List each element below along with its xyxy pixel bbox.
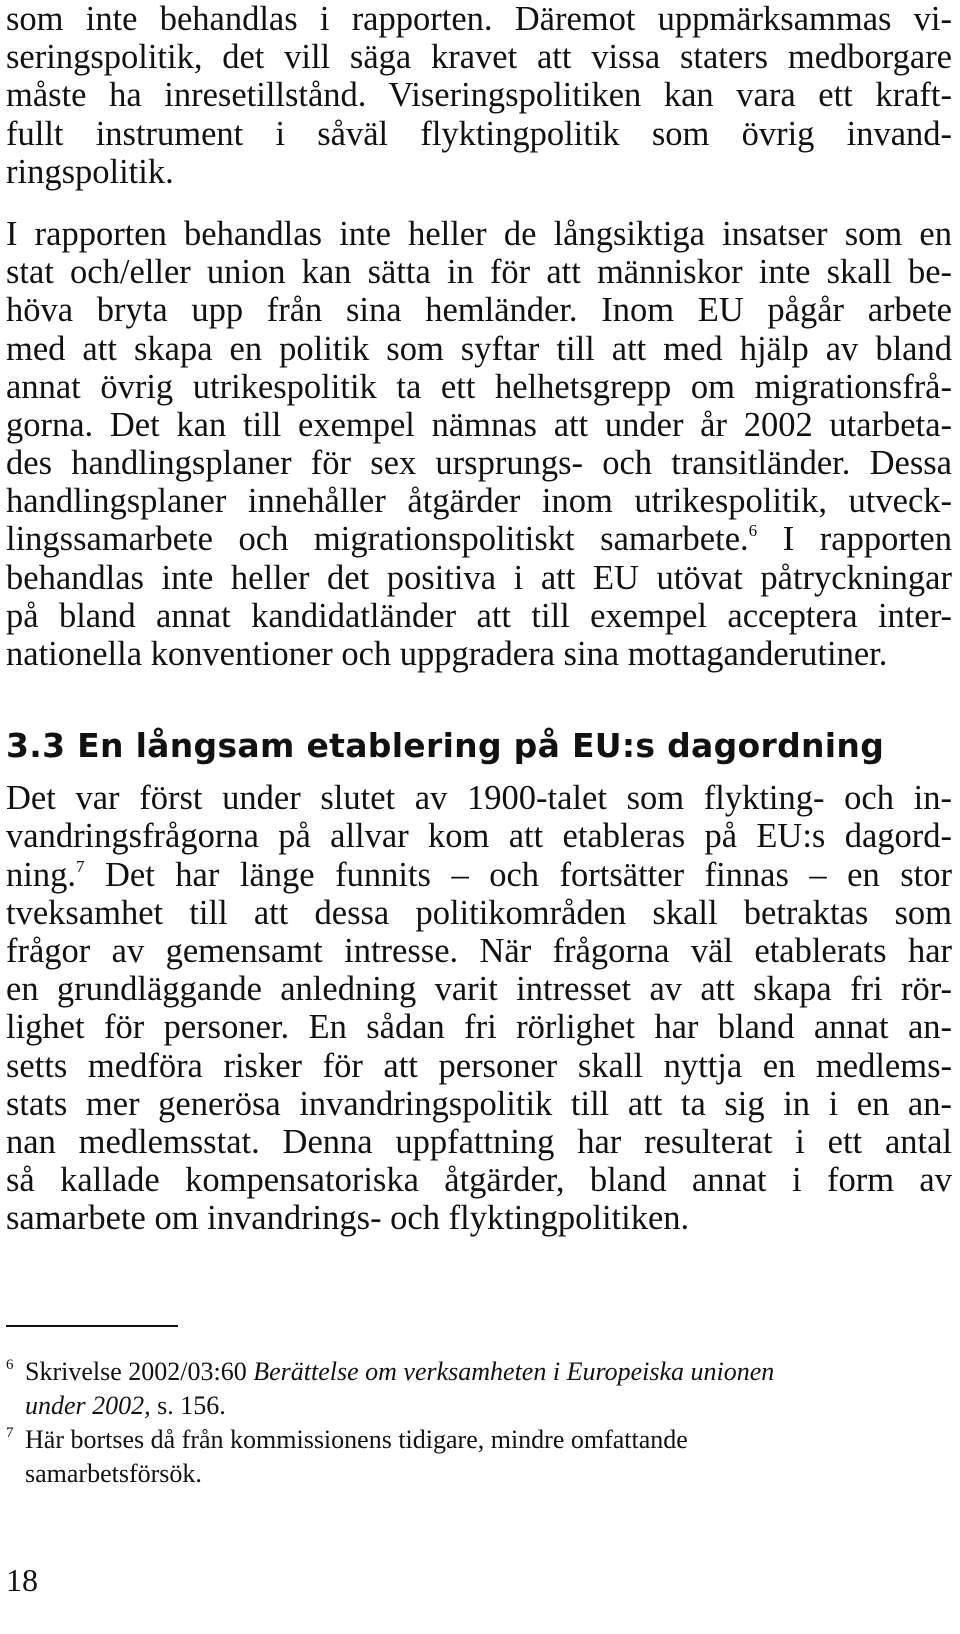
text-line: som inte behandlas i rapporten. Däremot uppmärksammas vi- xyxy=(6,0,952,38)
text-fragment: Det har länge funnits – och fortsätter finnas – en stor xyxy=(84,855,952,894)
footnote-6 xyxy=(6,1355,952,1423)
text-line: behandlas inte heller det positiva i att EU utövat påtryckningar xyxy=(6,558,952,597)
footnote-7 xyxy=(6,1423,952,1491)
text-line: setts medföra risker för att personer skall nyttja en medlems- xyxy=(6,1046,952,1085)
text-line: I rapporten behandlas inte heller de långsiktiga insatser som en xyxy=(6,214,952,253)
text-line: samarbete om invandrings- och flyktingpolitiken. xyxy=(6,1199,690,1238)
text-line: annat övrig utrikespolitik ta ett helhetsgrepp om migrationsfrå- xyxy=(6,367,952,406)
text-line: måste ha inresetillstånd. Viseringspolitiken kan vara ett kraft- xyxy=(6,76,952,115)
text-line: des handlingsplaner för sex ursprungs- och transitländer. Dessa xyxy=(6,444,952,483)
text-line: handlingsplaner innehåller åtgärder inom utrikespolitik, utveck- xyxy=(6,482,952,521)
text-line: vandringsfrågorna på allvar kom att etableras på EU:s dagord- xyxy=(6,817,952,856)
footnote-title: Berättelse om verksamheten i Europeiska unionen xyxy=(253,1357,775,1386)
text-line: lighet för personer. En sådan fri rörlighet har bland annat an- xyxy=(6,1008,952,1047)
text-line: fullt instrument i såväl flyktingpolitik som övrig invand- xyxy=(6,114,952,153)
text-line: gorna. Det kan till exempel nämnas att under år 2002 utarbeta- xyxy=(6,405,952,444)
text-line: på bland annat kandidatländer att till exempel acceptera inter- xyxy=(6,596,952,635)
text-line: stat och/eller union kan sätta in för att människor inte skall be- xyxy=(6,253,952,292)
page-number: 18 xyxy=(6,1562,38,1598)
text-line: nationella konventioner och uppgradera sina mottaganderutiner. xyxy=(6,635,888,673)
text-line: stats mer generösa invandringspolitik till att ta sig in i en an- xyxy=(6,1084,952,1123)
text-line: Det var först under slutet av 1900-talet som flykting- och in- xyxy=(6,779,952,818)
footnote-number: 7 xyxy=(6,1425,14,1441)
text-line: en grundläggande anledning varit intresset av att skapa fri rör- xyxy=(6,970,952,1009)
footnote-divider xyxy=(6,1325,178,1327)
text-line: frågor av gemensamt intresse. När frågorna väl etablerats har xyxy=(6,931,952,970)
section-heading: 3.3 En långsam etablering på EU:s dagordning xyxy=(6,726,885,766)
footnotes xyxy=(6,1325,952,1491)
paragraph-1 xyxy=(6,0,952,191)
text-fragment: I rapporten xyxy=(757,520,952,559)
text-line: med att skapa en politik som syftar till att med hjälp av bland xyxy=(6,329,952,368)
text-line xyxy=(6,520,952,558)
footnote-line: samarbetsförsök. xyxy=(25,1459,202,1488)
text-fragment: ning. xyxy=(6,855,76,894)
text-line: så kallade kompensatoriska åtgärder, bland annat i form av xyxy=(6,1161,952,1200)
footnote-line xyxy=(25,1389,952,1423)
footnote-ref-7[interactable]: 7 xyxy=(75,856,85,876)
text-fragment: lingssamarbete och migrationspolitiskt samarbete. xyxy=(6,520,749,559)
text-line xyxy=(6,856,952,894)
document-page xyxy=(6,0,952,1237)
footnote-text: s. 156. xyxy=(150,1391,226,1420)
footnote-ref-6[interactable]: 6 xyxy=(748,521,758,541)
text-line: seringspolitik, det vill säga kravet att vissa staters medborgare xyxy=(6,38,952,77)
footnote-number: 6 xyxy=(6,1357,14,1373)
paragraph-2 xyxy=(6,215,952,673)
text-line: höva bryta upp från sina hemländer. Inom EU pågår arbete xyxy=(6,291,952,330)
text-line: ringspolitik. xyxy=(6,152,174,191)
footnote-title: under 2002, xyxy=(25,1391,151,1420)
footnote-text: Skrivelse 2002/03:60 xyxy=(25,1357,254,1386)
text-line: nan medlemsstat. Denna uppfattning har resulterat i ett antal xyxy=(6,1122,952,1161)
footnote-line: Här bortses då från kommissionens tidigare, mindre omfattande xyxy=(25,1425,688,1454)
section-paragraph xyxy=(6,779,952,1237)
footnote-line xyxy=(25,1355,952,1389)
text-line: tveksamhet till att dessa politikområden skall betraktas som xyxy=(6,893,952,932)
